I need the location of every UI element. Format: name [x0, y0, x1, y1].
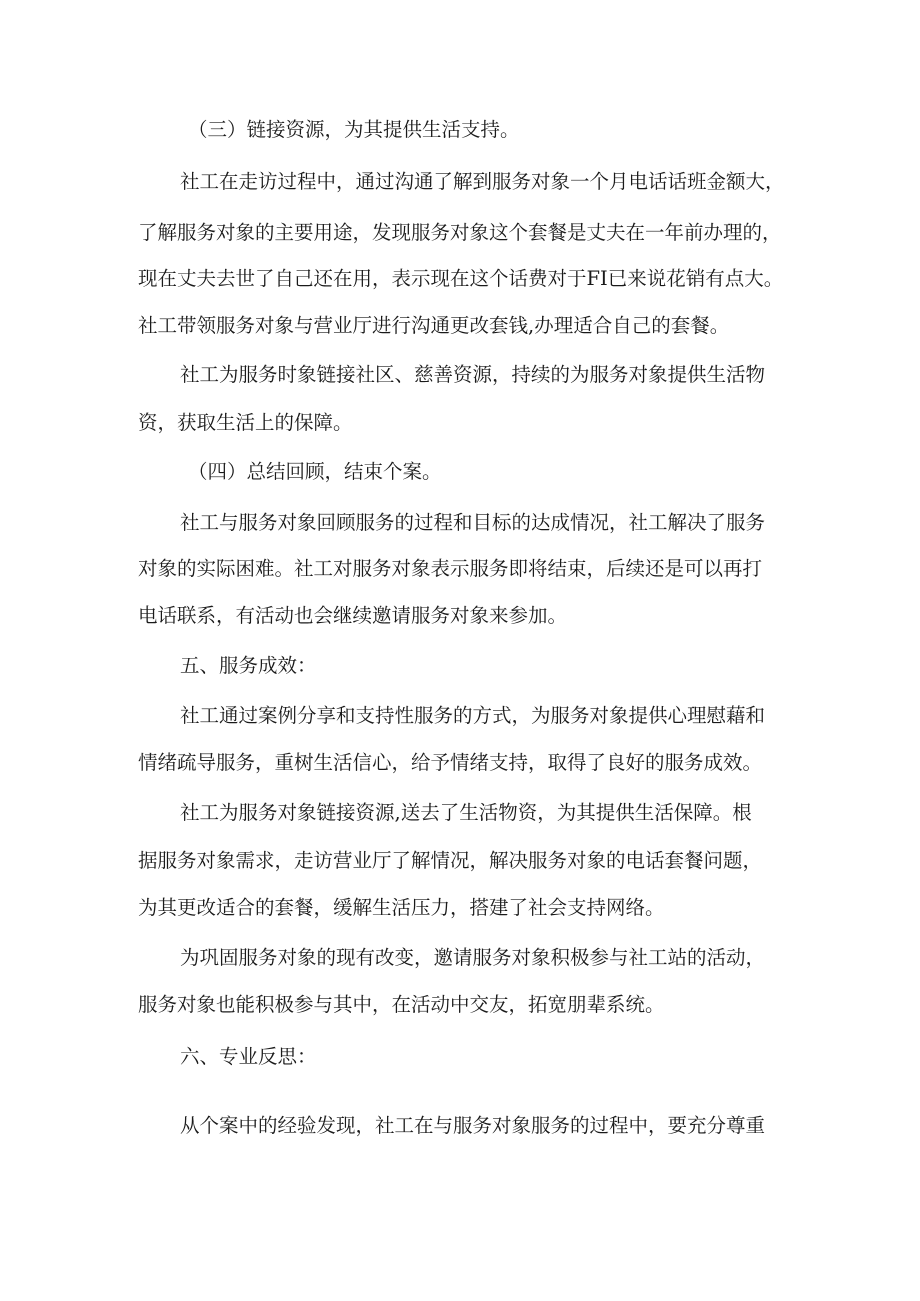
paragraph-line: 情绪疏导服务，重树生活信心，给予情绪支持，取得了良好的服务成效。: [138, 751, 763, 774]
paragraph-line: 从个案中的经验发现，社工在与服务对象服务的过程中，要充分尊重: [180, 1114, 766, 1137]
paragraph-line: 据服务对象需求，走访营业厅了解情况，解决服务对象的电话套餐问题，: [138, 849, 763, 872]
section-heading-6: 六、专业反思：: [180, 1045, 317, 1068]
section-heading-5: 五、服务成效：: [180, 654, 317, 677]
paragraph-line: 对象的实际困难。社工对服务对象表示服务即将结束，后续还是可以再打: [138, 557, 763, 580]
paragraph-line: 了解服务对象的主要用途，发现服务对象这个套餐是丈夫在一年前办理的，: [138, 221, 782, 244]
paragraph-line: 社工为服务对象链接资源,送去了生活物资，为其提供生活保障。根: [180, 801, 752, 824]
paragraph-line: 服务对象也能积极参与其中，在活动中交友，拓宽朋辈系统。: [138, 993, 665, 1016]
section-heading-3: （三）链接资源，为其提供生活支持。: [188, 118, 520, 141]
paragraph-line: 资，获取生活上的保障。: [138, 411, 353, 434]
paragraph-line: 社工为服务时象链接社区、慈善资源，持续的为服务对象提供生活物: [180, 363, 766, 386]
paragraph-line: 电话联系，有活动也会继续邀请服务对象来参加。: [138, 604, 568, 627]
paragraph-line: 为其更改适合的套餐，缓解生活压力，搭建了社会支持网络。: [138, 896, 665, 919]
paragraph-line: 社工带领服务对象与营业厅进行沟通更改套钱,办理适合自己的套餐。: [138, 314, 730, 337]
paragraph-line: 社工与服务对象回顾服务的过程和目标的达成情况，社工解决了服务: [180, 511, 766, 534]
paragraph-line: 现在丈夫去世了自己还在用，表示现在这个话费对于FI已来说花销有点大。: [138, 267, 784, 290]
paragraph-line: 社工在走访过程中，通过沟通了解到服务对象一个月电话话班金额大，: [180, 170, 785, 193]
paragraph-line: 社工通过案例分享和支持性服务的方式，为服务对象提供心理慰藉和: [180, 704, 766, 727]
section-heading-4: （四）总结回顾，结束个案。: [188, 460, 442, 483]
paragraph-line: 为巩固服务对象的现有改变，邀请服务对象积极参与社工站的活动，: [180, 946, 766, 969]
